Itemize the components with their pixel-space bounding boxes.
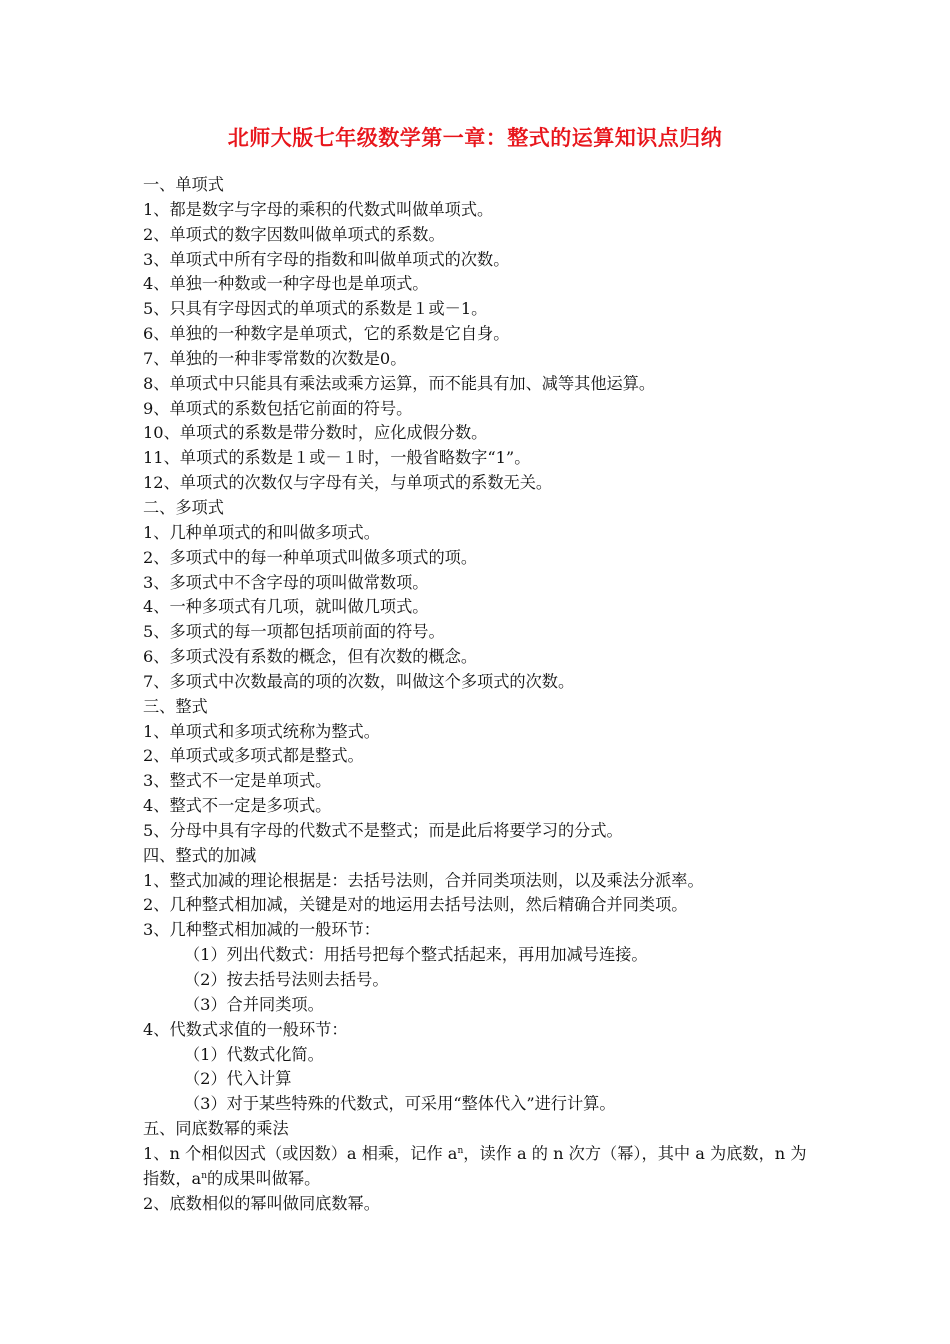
text-line: 7、多项式中次数最高的项的次数，叫做这个多项式的次数。 xyxy=(143,671,575,691)
exponent-superscript: n xyxy=(201,1170,208,1181)
sub-step-line: （3）对于某些特殊的代数式，可采用“整体代入”进行计算。 xyxy=(184,1094,616,1114)
text-line: 11、单项式的系数是１或－１时，一般省略数字“1”。 xyxy=(143,448,531,468)
text-line: 3、几种整式相加减的一般环节： xyxy=(143,920,380,940)
power-definition-paragraph xyxy=(143,1142,815,1192)
text-line: 4、整式不一定是多项式。 xyxy=(143,796,332,816)
text-line: 一、单项式 xyxy=(143,175,224,194)
text-line: 3、整式不一定是单项式。 xyxy=(143,771,332,791)
text-line: 1、整式加减的理论根据是：去括号法则，合并同类项法则，以及乘法分派率。 xyxy=(143,870,704,890)
sub-step-line: （1）代数式化简。 xyxy=(184,1044,324,1064)
text-line: 三、整式 xyxy=(143,696,208,716)
sub-step-line: （2）代入计算 xyxy=(184,1069,292,1089)
text-line: 2、底数相似的幂叫做同底数幂。 xyxy=(143,1193,380,1213)
text-line: 7、单独的一种非零常数的次数是0。 xyxy=(143,348,407,368)
text-line: 1、单项式和多项式统称为整式。 xyxy=(143,721,380,741)
text-line: 四、整式的加减 xyxy=(143,845,257,865)
power-definition-text: 的成果叫做幂。 xyxy=(207,1168,321,1188)
document-title: 北师大版七年级数学第一章：整式的运算知识点归纳 xyxy=(227,126,723,150)
exponent-superscript: n xyxy=(457,1145,464,1156)
text-line: 6、单独的一种数字是单项式，它的系数是它自身。 xyxy=(143,324,510,344)
document-body xyxy=(143,173,815,1216)
text-line: 5、只具有字母因式的单项式的系数是１或－1。 xyxy=(143,299,488,319)
text-line: 5、多项式的每一项都包括项前面的符号。 xyxy=(143,622,445,642)
text-line: 二、多项式 xyxy=(143,497,224,517)
text-line: 1、都是数字与字母的乘积的代数式叫做单项式。 xyxy=(143,199,494,219)
text-line: 10、单项式的系数是带分数时，应化成假分数。 xyxy=(143,423,488,443)
text-line: 3、单项式中所有字母的指数和叫做单项式的次数。 xyxy=(143,249,510,269)
text-line: 12、单项式的次数仅与字母有关，与单项式的系数无关。 xyxy=(143,473,553,493)
text-line: 五、同底数幂的乘法 xyxy=(143,1119,289,1139)
text-line: 2、单项式或多项式都是整式。 xyxy=(143,746,364,766)
text-line: 4、代数式求值的一般环节： xyxy=(143,1019,348,1039)
text-line: 5、分母中具有字母的代数式不是整式；而是此后将要学习的分式。 xyxy=(143,820,623,840)
sub-step-line: （3）合并同类项。 xyxy=(184,994,324,1014)
text-line: 4、单独一种数或一种字母也是单项式。 xyxy=(143,274,429,294)
text-line: 2、几种整式相加减，关键是对的地运用去括号法则，然后精确合并同类项。 xyxy=(143,895,688,915)
text-line: 2、多项式中的每一种单项式叫做多项式的项。 xyxy=(143,547,478,567)
text-line: 6、多项式没有系数的概念，但有次数的概念。 xyxy=(143,647,478,667)
text-line: 3、多项式中不含字母的项叫做常数项。 xyxy=(143,572,429,592)
text-line: 9、单项式的系数包括它前面的符号。 xyxy=(143,398,413,418)
text-line: 2、单项式的数字因数叫做单项式的系数。 xyxy=(143,224,445,244)
content-lines xyxy=(143,173,815,1142)
text-line: 8、单项式中只能具有乘法或乘方运算，而不能具有加、减等其他运算。 xyxy=(143,373,656,393)
sub-step-line: （1）列出代数式：用括号把每个整式括起来，再用加减号连接。 xyxy=(184,945,648,965)
power-definition-text: ，读作 a 的 n 次方（幂），其中 a 为底数，n 为指数，a xyxy=(143,1143,807,1188)
power-definition-text: 1、n 个相似因式（或因数）a 相乘，记作 a xyxy=(143,1143,458,1163)
sub-step-line: （2）按去括号法则去括号。 xyxy=(184,970,389,989)
text-line: 4、一种多项式有几项，就叫做几项式。 xyxy=(143,597,429,617)
text-line: 1、几种单项式的和叫做多项式。 xyxy=(143,522,380,542)
